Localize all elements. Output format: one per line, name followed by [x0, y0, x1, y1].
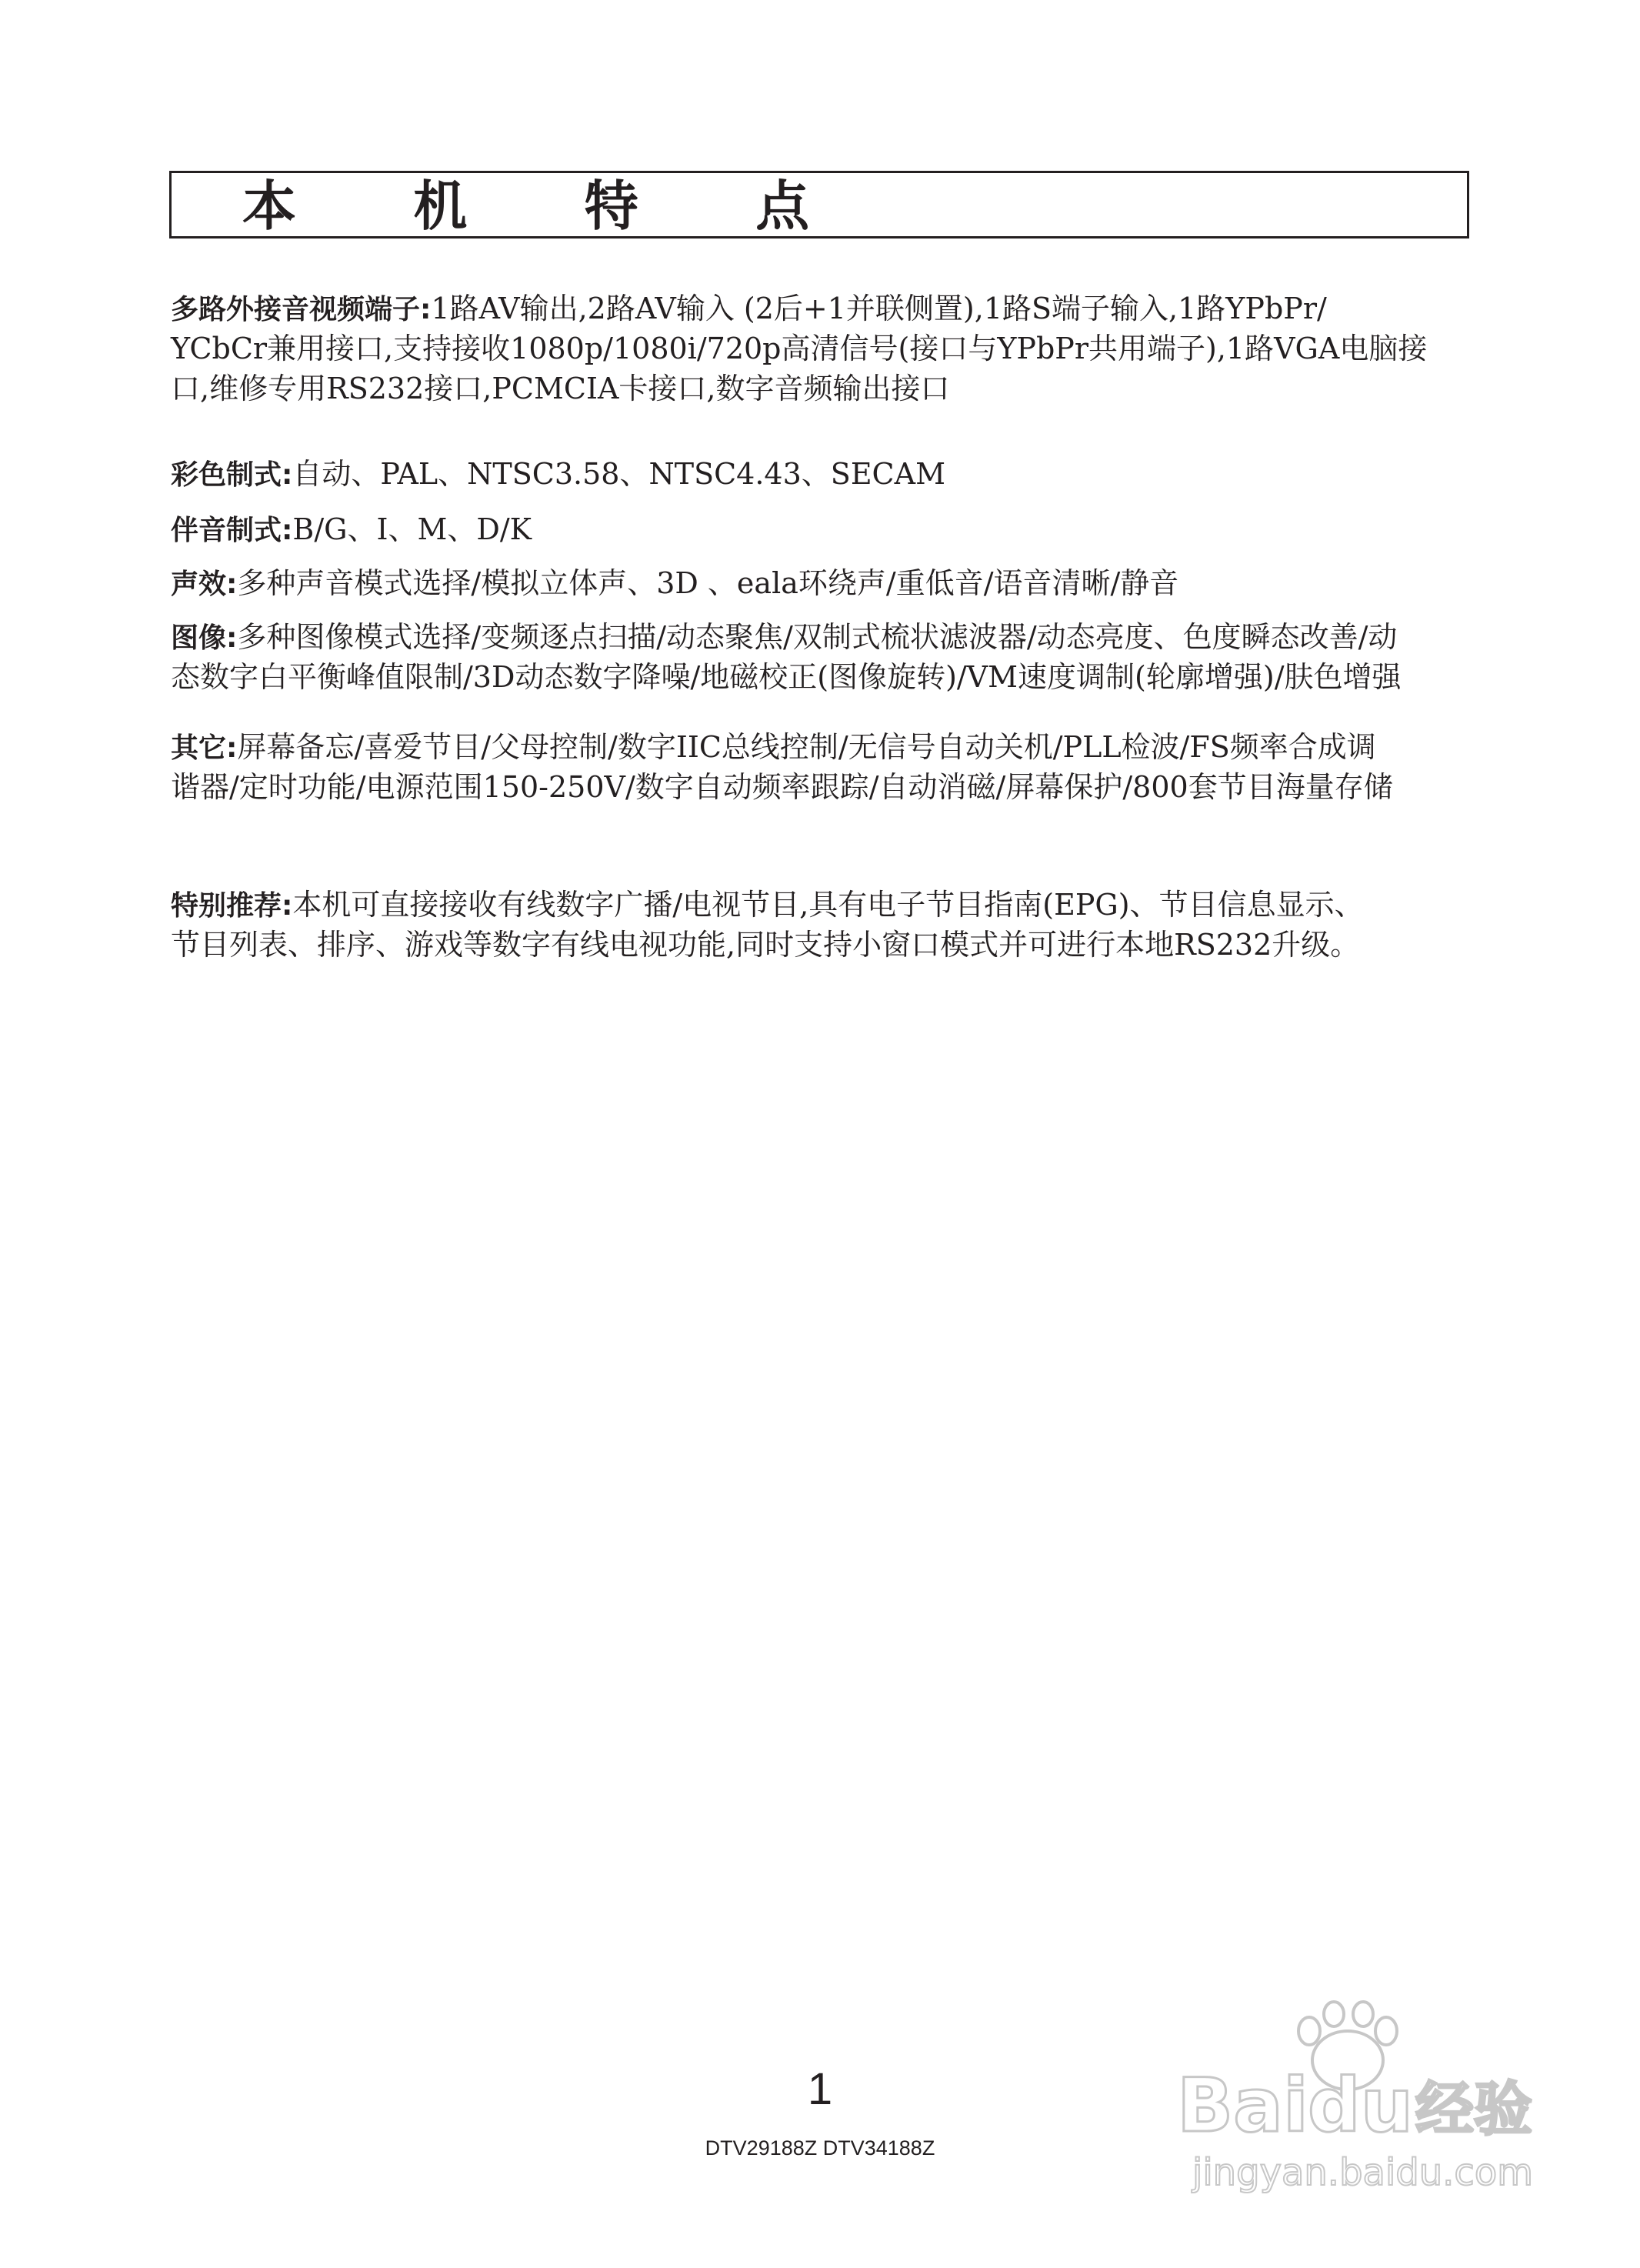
feature-special-recommendation	[171, 885, 1478, 965]
feature-line: YCbCr兼用接口,支持接收1080p/1080i/720p高清信号(接口与YPbPr共用端子),1路VGA电脑接	[171, 332, 1428, 365]
feature-text: 1路AV输出,2路AV输入 (2后+1并联侧置),1路S端子输入,1路YPbPr/	[431, 292, 1327, 325]
feature-text: B/G、I、M、D/K	[292, 512, 532, 546]
feature-line: 态数字白平衡峰值限制/3D动态数字降噪/地磁校正(图像旋转)/VM速度调制(轮廓增强)/肤色增强	[171, 660, 1402, 694]
page-title: 本 机 特 点	[242, 175, 859, 238]
feature-text: 多种图像模式选择/变频逐点扫描/动态聚焦/双制式梳状滤波器/动态亮度、色度瞬态改善/动	[237, 620, 1398, 654]
feature-line	[171, 289, 1478, 329]
feature-line	[171, 885, 1478, 925]
feature-line	[171, 509, 1478, 549]
svg-text:经验: 经验	[1415, 2075, 1532, 2143]
svg-text:du: du	[1308, 2063, 1414, 2149]
feature-line	[171, 563, 1478, 603]
feature-line	[171, 617, 1478, 657]
page-number: 1	[807, 2064, 833, 2114]
feature-line: 节目列表、排序、游戏等数字有线电视功能,同时支持小窗口模式并可进行本地RS232升级。	[171, 928, 1360, 962]
feature-image	[171, 617, 1478, 697]
baidu-watermark-logo	[1146, 2000, 1577, 2200]
feature-label: 伴音制式:	[171, 515, 293, 546]
feature-text: 屏幕备忘/喜爱节目/父母控制/数字IIC总线控制/无信号自动关机/PLL检波/FS频率合成调	[237, 730, 1376, 764]
feature-sound-effects	[171, 563, 1478, 603]
feature-text: 自动、PAL、NTSC3.58、NTSC4.43、SECAM	[292, 457, 945, 491]
feature-label: 彩色制式:	[171, 459, 293, 491]
svg-text:Bai: Bai	[1177, 2063, 1308, 2149]
feature-text: 本机可直接接收有线数字广播/电视节目,具有电子节目指南(EPG)、节目信息显示、	[292, 888, 1364, 922]
feature-label: 多路外接音视频端子:	[171, 294, 432, 325]
model-number: DTV29188Z DTV34188Z	[705, 2136, 935, 2160]
feature-label: 其它:	[171, 732, 238, 764]
feature-color-system	[171, 454, 1478, 494]
feature-label: 特别推荐:	[171, 890, 293, 922]
feature-line	[171, 454, 1478, 494]
feature-label: 声效:	[171, 569, 238, 600]
feature-line: 谐器/定时功能/电源范围150-250V/数字自动频率跟踪/自动消磁/屏幕保护/800套节目海量存储	[171, 770, 1393, 804]
svg-text:jingyan.baidu.com: jingyan.baidu.com	[1192, 2151, 1533, 2194]
title-box	[169, 171, 1469, 238]
feature-line	[171, 727, 1478, 767]
feature-sound-system	[171, 509, 1478, 549]
feature-label: 图像:	[171, 622, 238, 654]
feature-av-terminals	[171, 289, 1478, 409]
feature-other	[171, 727, 1478, 807]
feature-text: 多种声音模式选择/模拟立体声、3D 、eala环绕声/重低音/语音清晰/静音	[237, 566, 1179, 600]
feature-line: 口,维修专用RS232接口,PCMCIA卡接口,数字音频输出接口	[171, 372, 950, 405]
